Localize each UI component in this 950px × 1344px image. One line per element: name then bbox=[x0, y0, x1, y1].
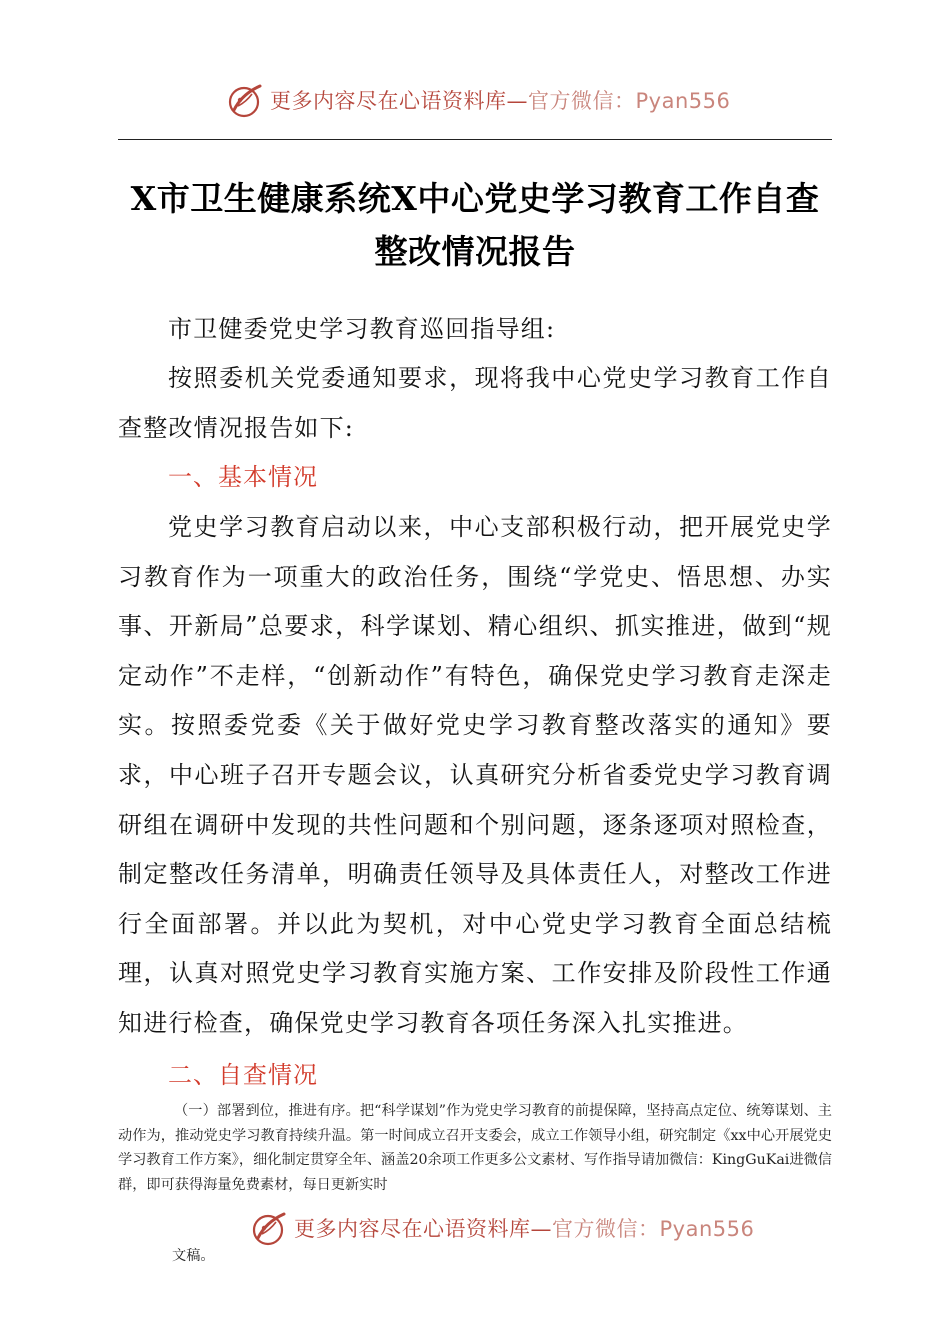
document-title: X市卫生健康系统X中心党史学习教育工作自查整改情况报告 bbox=[130, 179, 820, 271]
footer-watermark bbox=[250, 1206, 770, 1250]
section-heading-selfcheck: 二、自查情况 bbox=[168, 1061, 318, 1089]
header-watermark bbox=[226, 78, 746, 122]
section2-tail: 文稿。 bbox=[172, 1248, 215, 1264]
salutation: 市卫健委党史学习教育巡回指导组: bbox=[168, 315, 556, 343]
section-heading-basic: 一、基本情况 bbox=[168, 463, 318, 491]
watermark-text: 更多内容尽在心语资料库—官方微信：Pyan556 bbox=[294, 1217, 755, 1241]
brush-logo-icon bbox=[226, 80, 266, 120]
brush-logo-icon bbox=[250, 1208, 290, 1248]
intro-paragraph: 按照委机关党委通知要求，现将我中心党史学习教育工作自查整改情况报告如下: bbox=[118, 364, 832, 442]
watermark-text: 更多内容尽在心语资料库—官方微信：Pyan556 bbox=[270, 89, 731, 113]
header-divider bbox=[118, 139, 832, 140]
section1-paragraph: 党史学习教育启动以来，中心支部积极行动，把开展党史学习教育作为一项重大的政治任务，围绕“学党史、悟思想、办实事、开新局”总要求，科学谋划、精心组织、抓实推进，做到“规定动作”不走样，“创新动作”有特色，确保党史学习教育走深走实。按照委党委《关于做好党史学习教育整改落实的通知》要求，中心班子召开专题会议，认真研究分析省委党史学习教育调研组在调研中发现的共性问题和个别问题，逐条逐项对照检查，制定整改任务清单，明确责任领导及具体责任人，对整改工作进行全面部署。并以此为契机，对中心党史学习教育全面总结梳理，认真对照党史学习教育实施方案、工作安排及阶段性工作通知进行检查，确保党史学习教育各项任务深入扎实推进。 bbox=[118, 513, 832, 1037]
section2-paragraph: （一）部署到位，推进有序。把“科学谋划”作为党史学习教育的前提保障，坚持高点定位、统筹谋划、主动作为，推动党史学习教育持续升温。第一时间成立召开支委会，成立工作领导小组，研究制定《xx中心开展党史学习教育工作方案》，细化制定贯穿全年、涵盖20余项工作更多公文素材、写作指导请加微信：KingGuKai进微信群，即可获得海量免费素材，每日更新实时 bbox=[118, 1103, 832, 1193]
